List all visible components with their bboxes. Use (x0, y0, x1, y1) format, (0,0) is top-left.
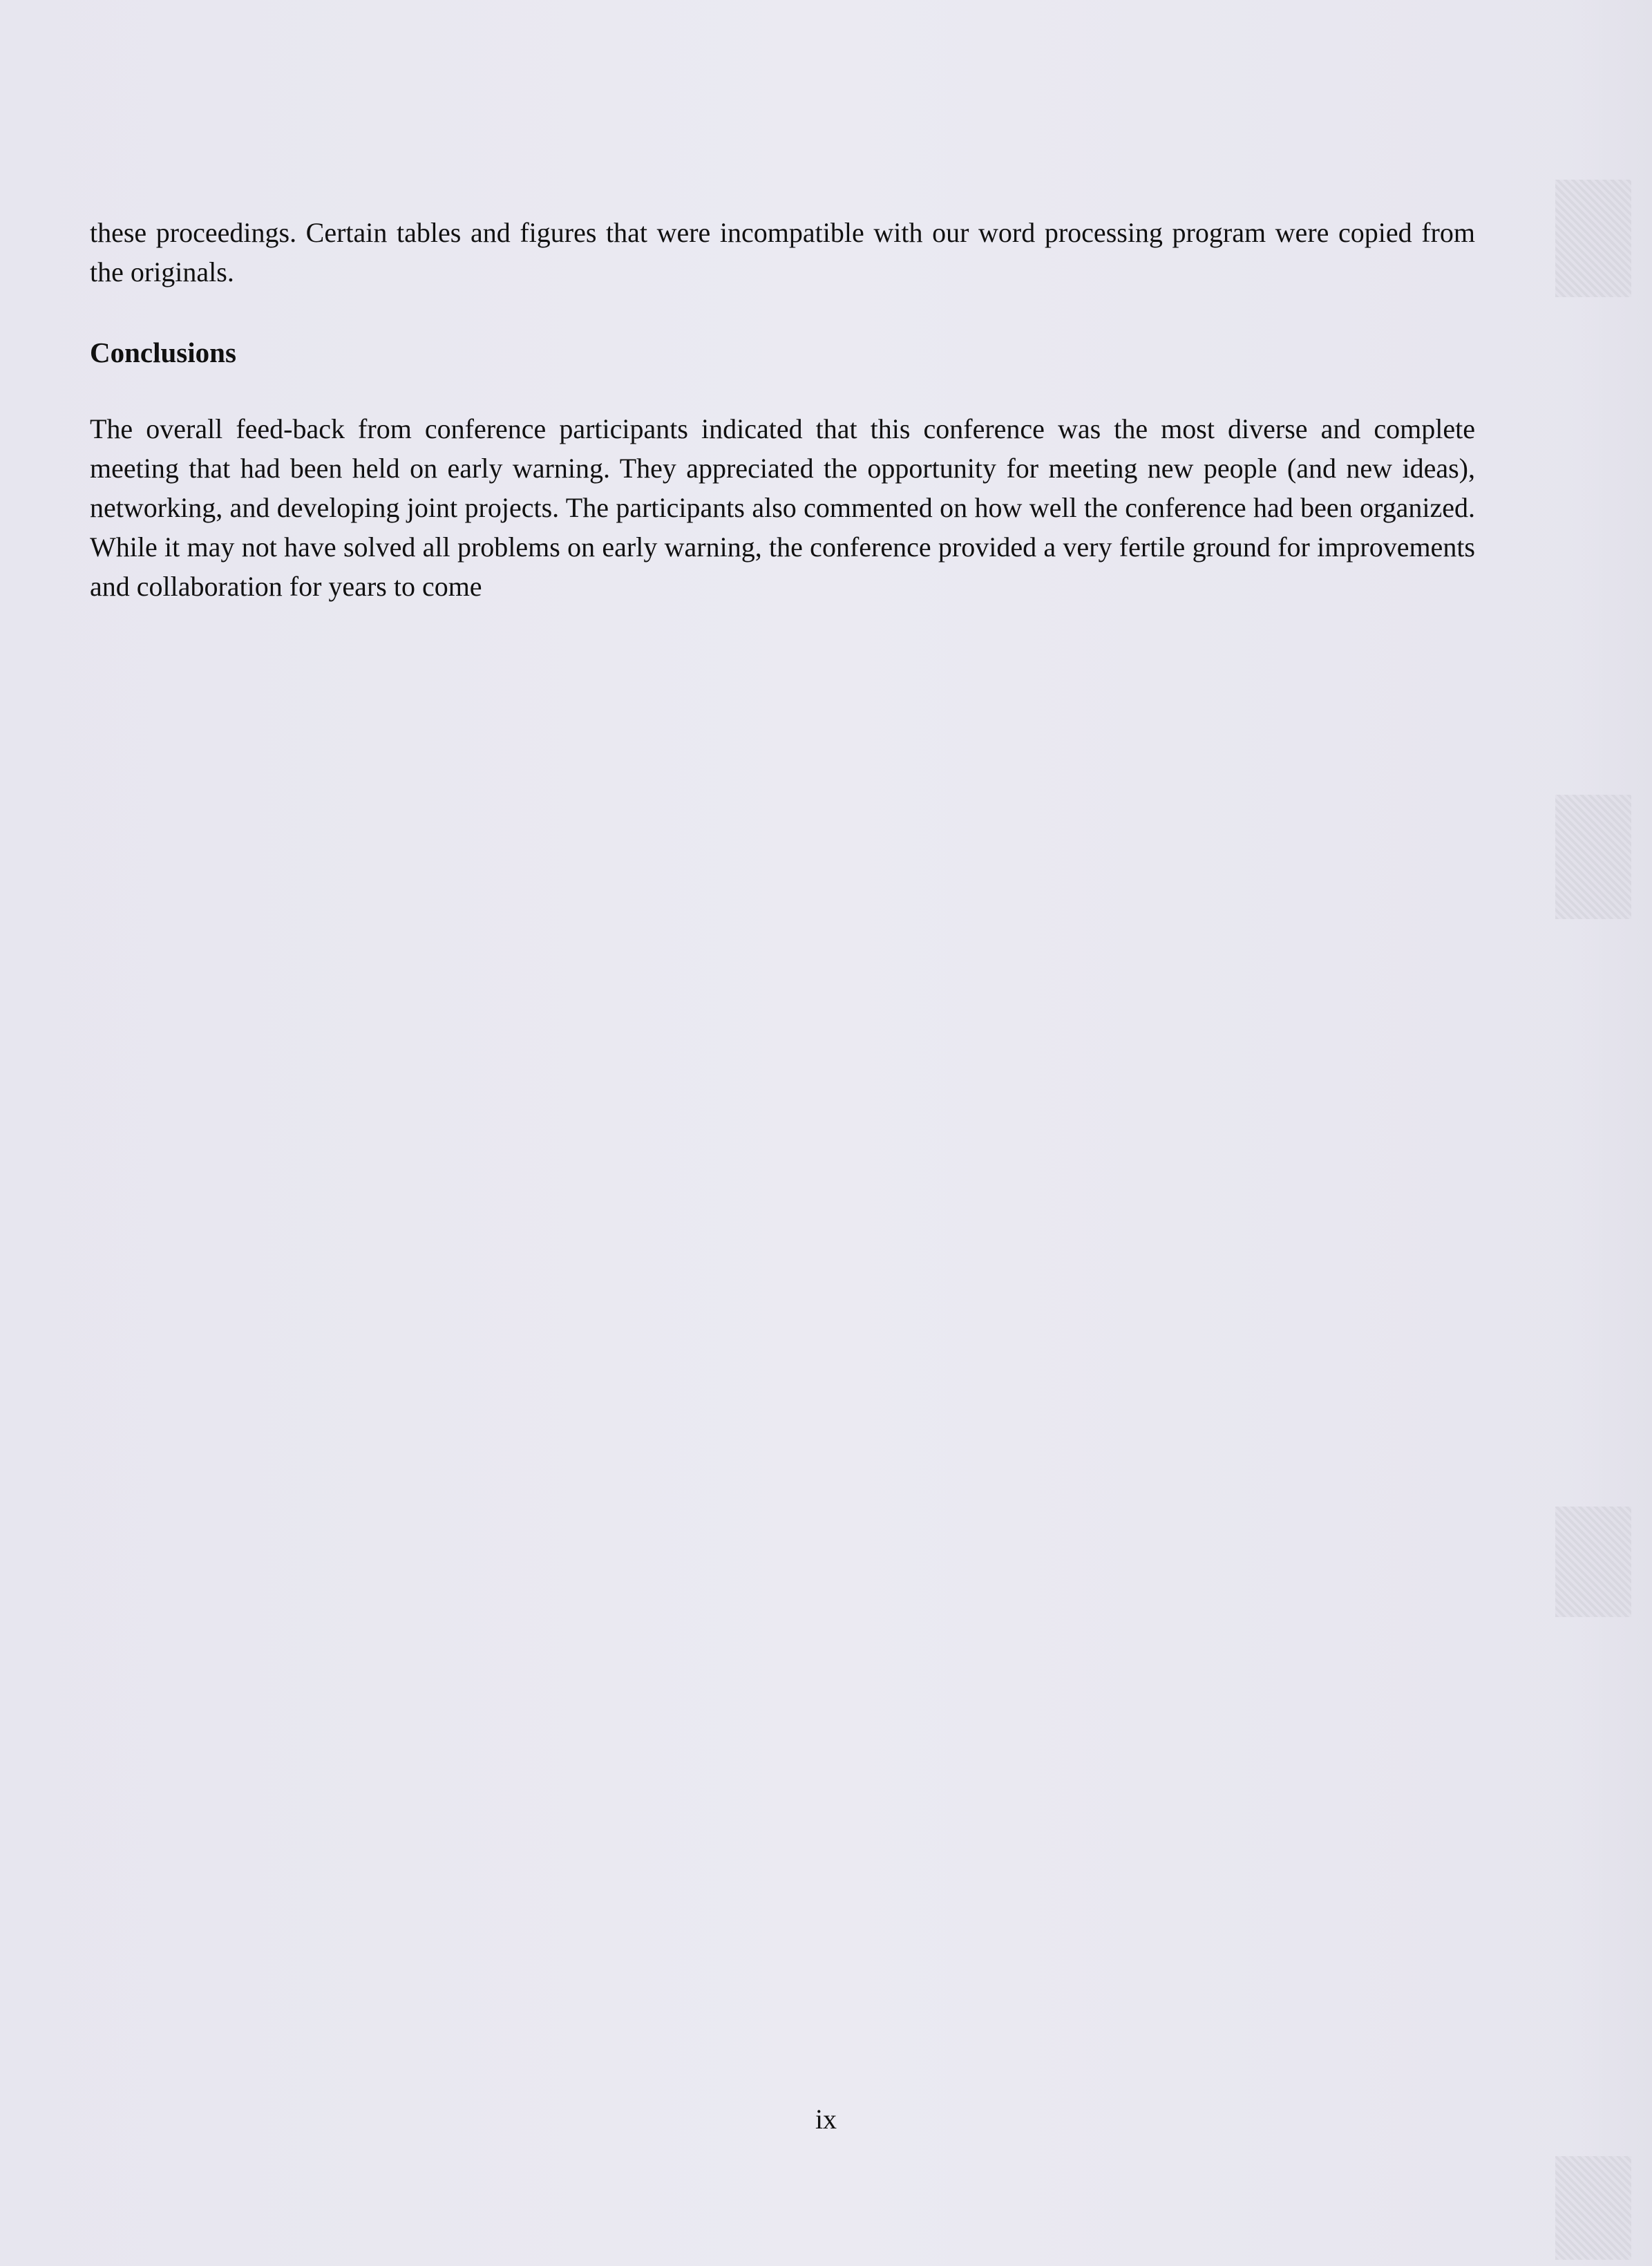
scan-artifact-top (1555, 180, 1631, 297)
scan-edge-shadow (1569, 0, 1652, 2266)
scan-artifact-bottom (1555, 2156, 1631, 2260)
scan-artifact-middle (1555, 795, 1631, 919)
conclusions-text-block (90, 409, 1475, 606)
intro-paragraph: these proceedings. Certain tables and figures that were incompatible with our word processing program were copied from the originals. (90, 217, 1475, 287)
conclusions-paragraph: The overall feed-back from conference participants indicated that this conference was the most diverse and complete meeting that had been held on early warning. They appreciated the opportunity for meeting new people (and new ideas), networking, and developing joint projects. The participants also commented on how well the conference had been organized. While it may not have solved all problems on early warning, the conference provided a very fertile ground for improvements and collaboration for years to come (90, 413, 1475, 602)
section-heading: Conclusions (90, 337, 236, 368)
intro-text-block (90, 213, 1475, 292)
scan-artifact-lower (1555, 1507, 1631, 1617)
page-number: ix (815, 2104, 837, 2135)
